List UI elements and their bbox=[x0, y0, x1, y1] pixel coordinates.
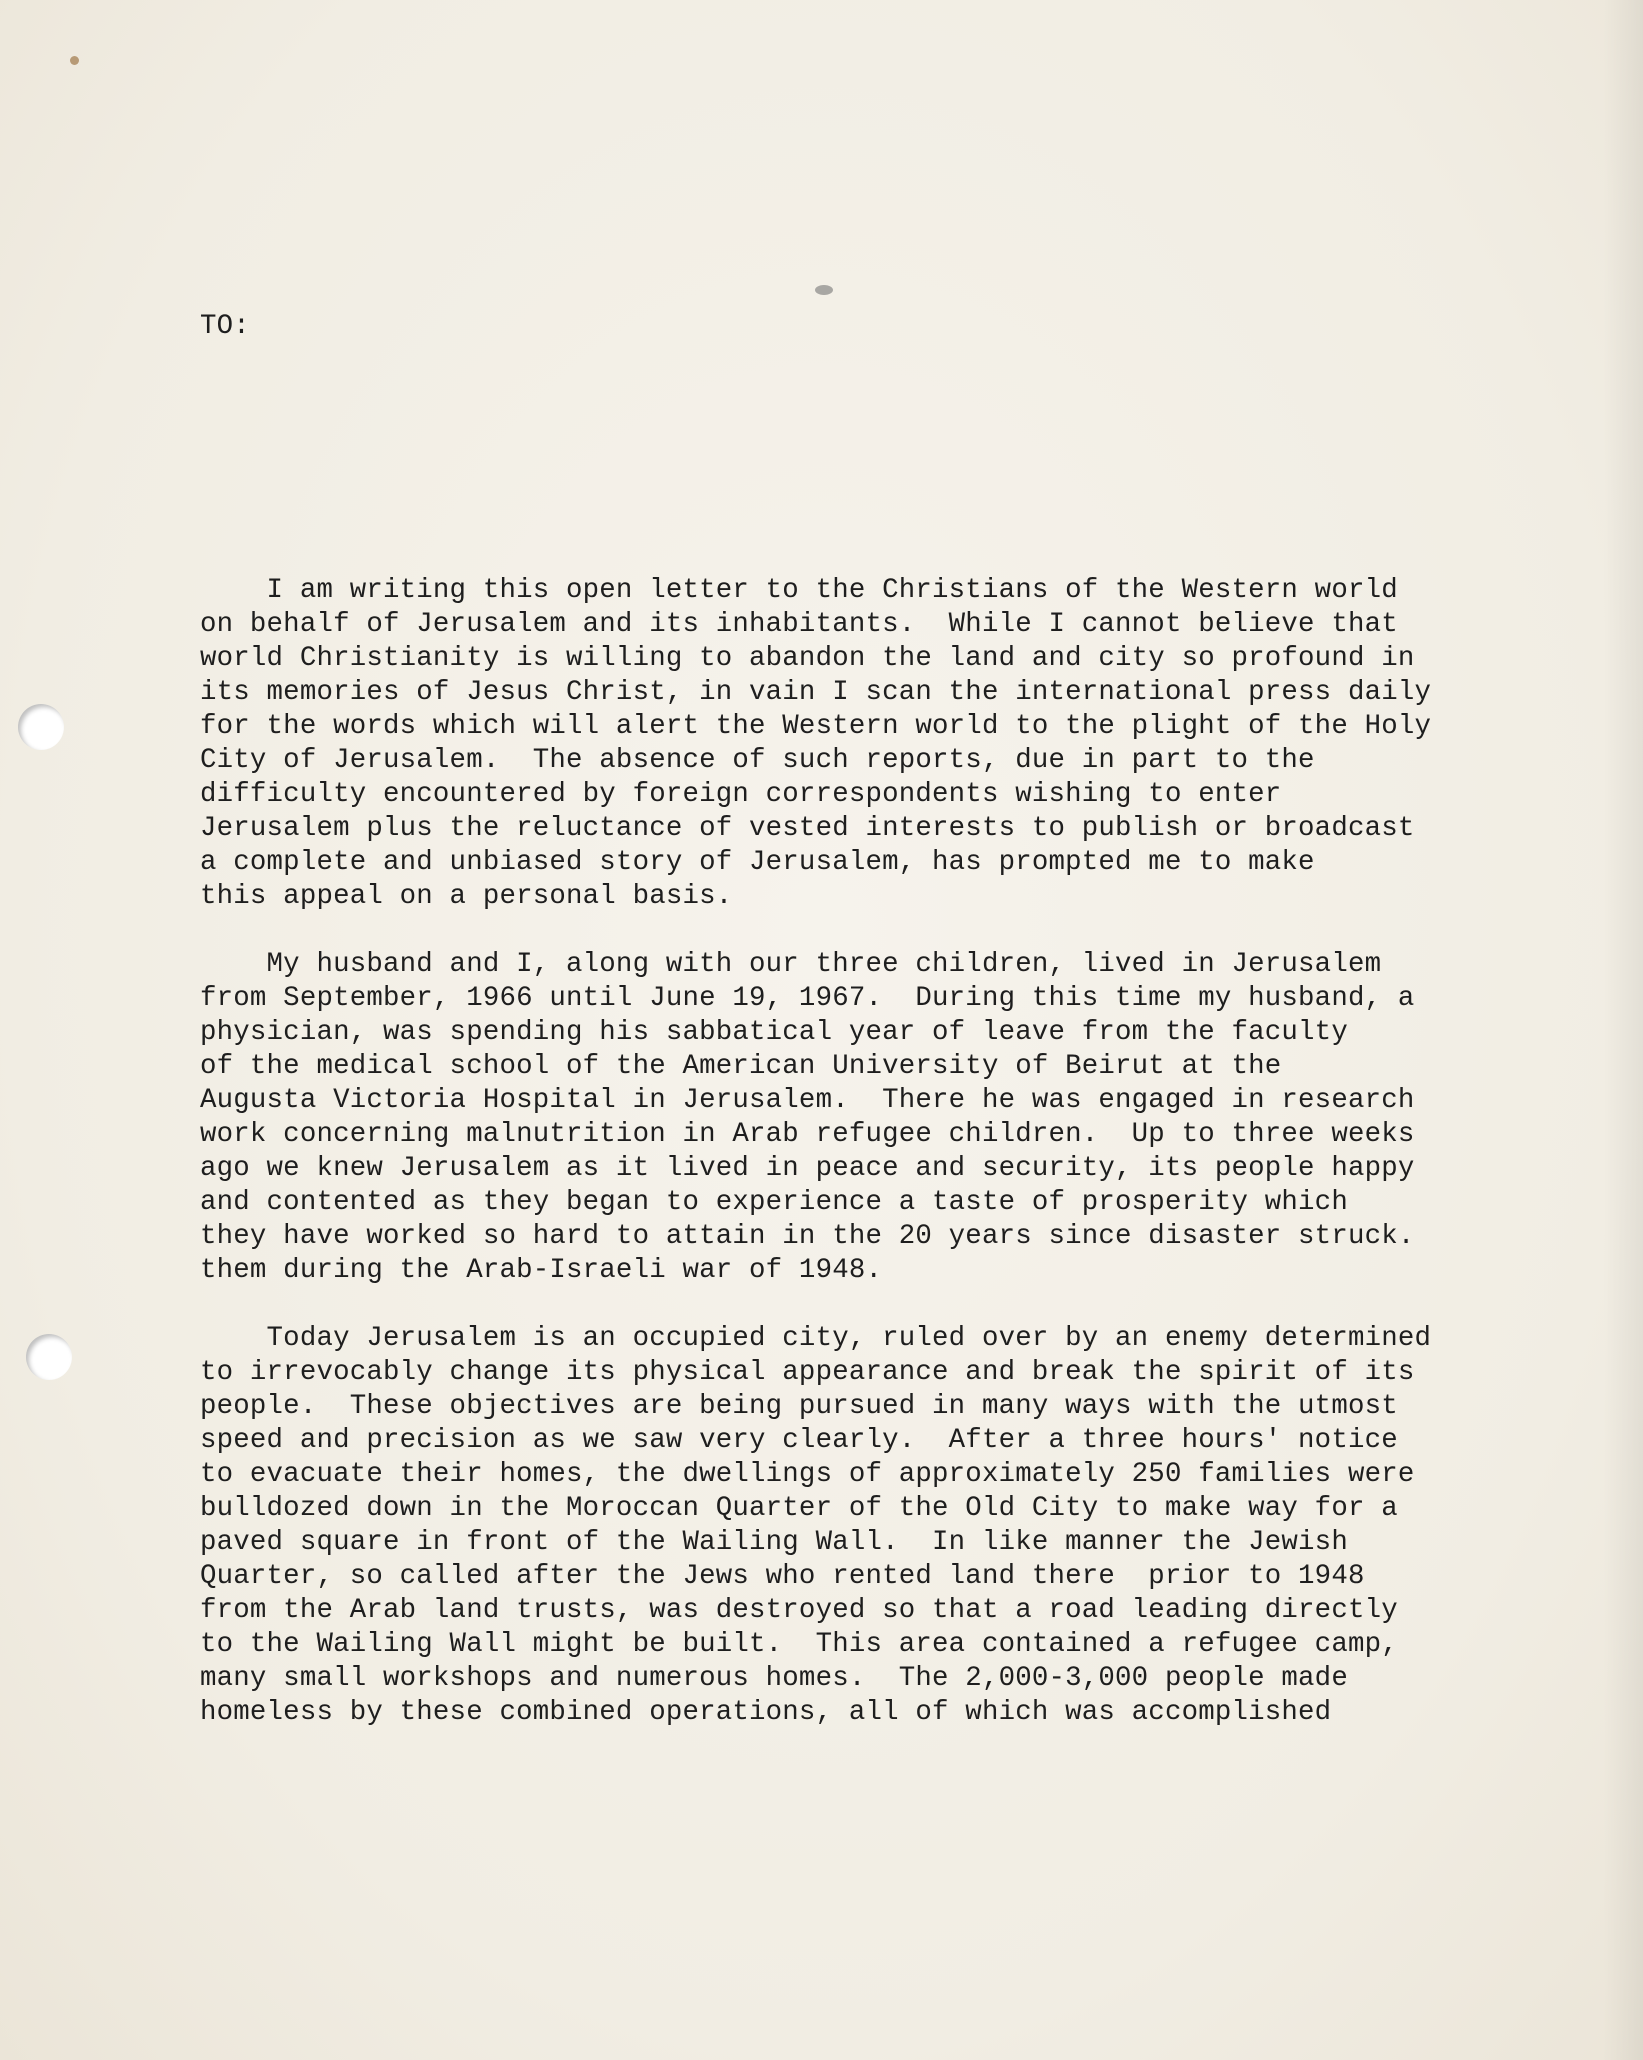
text-line: world Christianity is willing to abandon the land and city so profound in bbox=[200, 643, 1415, 674]
text-line: work concerning malnutrition in Arab refugee children. Up to three weeks bbox=[200, 1119, 1415, 1150]
text-line: My husband and I, along with our three children, lived in Jerusalem bbox=[200, 949, 1382, 980]
addressee-label: TO: bbox=[200, 311, 250, 342]
text-line: City of Jerusalem. The absence of such reports, due in part to the bbox=[200, 745, 1315, 776]
paragraph bbox=[200, 574, 1590, 914]
text-line: to evacuate their homes, the dwellings of approximately 250 families were bbox=[200, 1459, 1415, 1490]
text-line: homeless by these combined operations, all of which was accomplished bbox=[200, 1697, 1332, 1728]
text-line: Augusta Victoria Hospital in Jerusalem. There he was engaged in research bbox=[200, 1085, 1415, 1116]
text-line: they have worked so hard to attain in the 20 years since disaster struck. bbox=[200, 1221, 1415, 1252]
text-line: for the words which will alert the Western world to the plight of the Holy bbox=[200, 711, 1432, 742]
punch-hole bbox=[26, 1334, 72, 1380]
text-line: to the Wailing Wall might be built. This area contained a refugee camp, bbox=[200, 1629, 1398, 1660]
text-line: a complete and unbiased story of Jerusalem, has prompted me to make bbox=[200, 847, 1315, 878]
paragraph bbox=[200, 1322, 1590, 1730]
paper-speck bbox=[815, 285, 833, 295]
text-line: paved square in front of the Wailing Wall. In like manner the Jewish bbox=[200, 1527, 1348, 1558]
text-line: difficulty encountered by foreign correspondents wishing to enter bbox=[200, 779, 1282, 810]
text-line: Quarter, so called after the Jews who rented land there prior to 1948 bbox=[200, 1561, 1365, 1592]
text-line: speed and precision as we saw very clearly. After a three hours' notice bbox=[200, 1425, 1398, 1456]
text-line: Today Jerusalem is an occupied city, ruled over by an enemy determined bbox=[200, 1323, 1432, 1354]
text-line: physician, was spending his sabbatical year of leave from the faculty bbox=[200, 1017, 1348, 1048]
text-line: of the medical school of the American University of Beirut at the bbox=[200, 1051, 1282, 1082]
text-line: I am writing this open letter to the Christians of the Western world bbox=[200, 575, 1398, 606]
text-line: many small workshops and numerous homes. The 2,000-3,000 people made bbox=[200, 1663, 1348, 1694]
text-line: its memories of Jesus Christ, in vain I scan the international press daily bbox=[200, 677, 1432, 708]
page-edge-shadow bbox=[1603, 0, 1643, 2060]
text-line: on behalf of Jerusalem and its inhabitants. While I cannot believe that bbox=[200, 609, 1398, 640]
punch-hole bbox=[18, 704, 64, 750]
letter-body bbox=[200, 310, 1590, 1764]
text-line: and contented as they began to experience a taste of prosperity which bbox=[200, 1187, 1348, 1218]
paper-speck bbox=[70, 56, 79, 65]
text-line: people. These objectives are being pursued in many ways with the utmost bbox=[200, 1391, 1398, 1422]
text-line: from the Arab land trusts, was destroyed so that a road leading directly bbox=[200, 1595, 1398, 1626]
text-line: to irrevocably change its physical appearance and break the spirit of its bbox=[200, 1357, 1415, 1388]
text-line: them during the Arab-Israeli war of 1948. bbox=[200, 1255, 883, 1286]
letter-paragraphs bbox=[200, 574, 1590, 1730]
text-line: this appeal on a personal basis. bbox=[200, 881, 733, 912]
text-line: ago we knew Jerusalem as it lived in peace and security, its people happy bbox=[200, 1153, 1415, 1184]
paragraph bbox=[200, 948, 1590, 1288]
text-line: from September, 1966 until June 19, 1967. During this time my husband, a bbox=[200, 983, 1415, 1014]
text-line: Jerusalem plus the reluctance of vested interests to publish or broadcast bbox=[200, 813, 1415, 844]
text-line: bulldozed down in the Moroccan Quarter of the Old City to make way for a bbox=[200, 1493, 1398, 1524]
